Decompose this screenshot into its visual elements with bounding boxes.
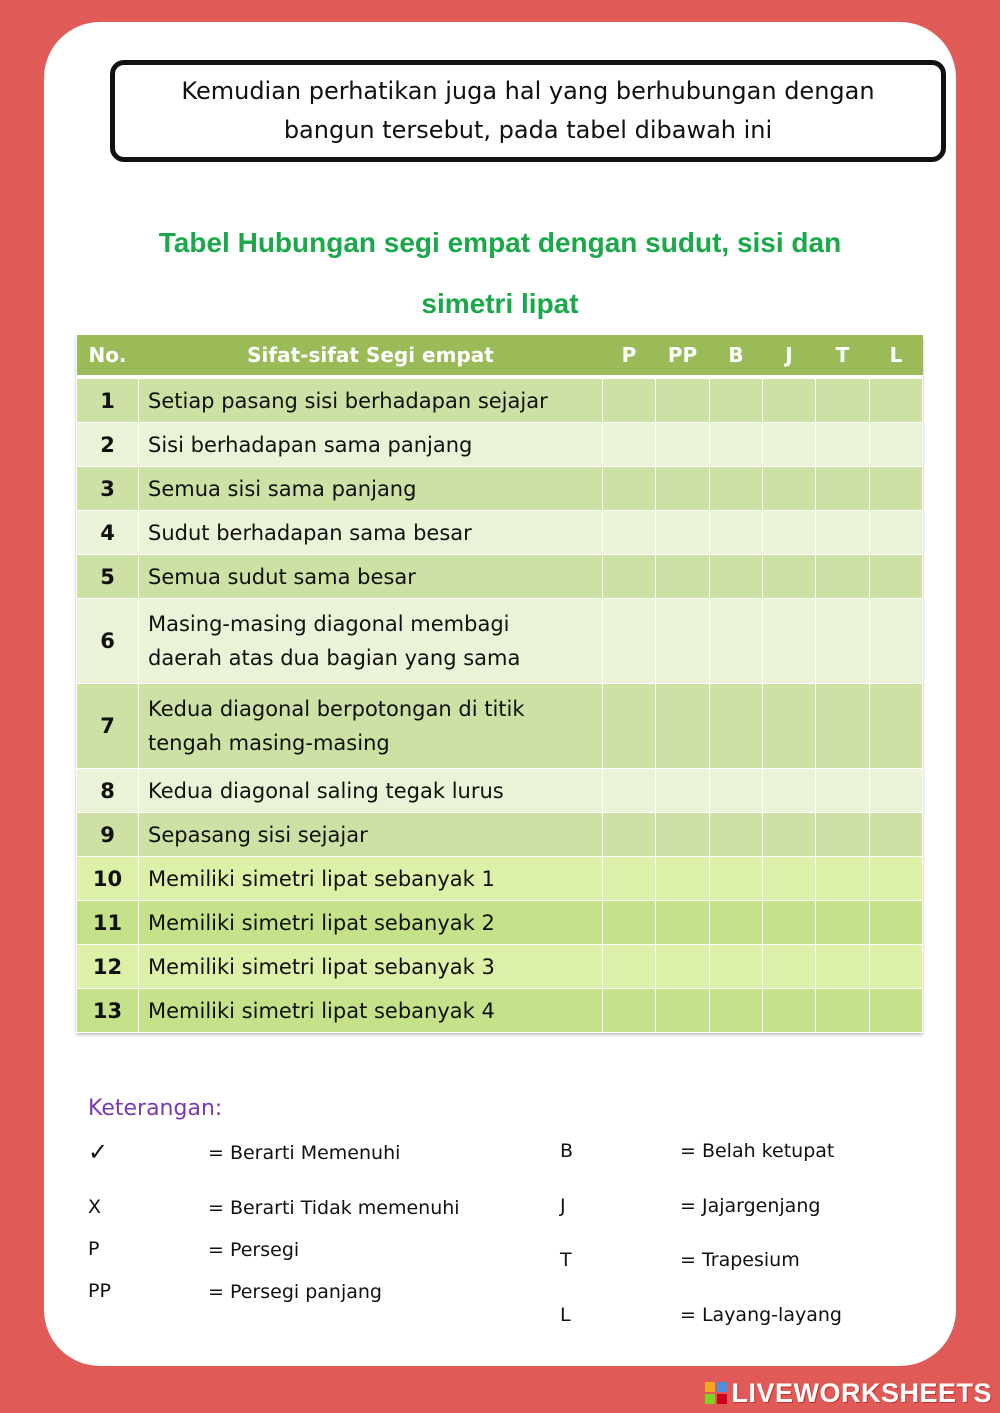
row-number: 1	[77, 377, 139, 423]
legend-desc-pp: = Persegi panjang	[208, 1281, 382, 1303]
row-property: Memiliki simetri lipat sebanyak 3	[139, 945, 603, 989]
answer-cell-j[interactable]	[763, 769, 816, 813]
row-number: 10	[77, 857, 139, 901]
row-number: 8	[77, 769, 139, 813]
answer-cell-j[interactable]	[763, 467, 816, 511]
table-row	[77, 599, 923, 684]
table-row	[77, 945, 923, 989]
legend-sym-x: X	[88, 1196, 102, 1218]
table-row	[77, 555, 923, 599]
answer-cell-b[interactable]	[710, 423, 763, 467]
answer-cell-pp[interactable]	[656, 467, 710, 511]
answer-cell-l[interactable]	[870, 813, 923, 857]
answer-cell-p[interactable]	[603, 989, 656, 1033]
table-title-line2: simetri lipat	[421, 288, 579, 319]
row-number: 3	[77, 467, 139, 511]
table-row	[77, 813, 923, 857]
answer-cell-pp[interactable]	[656, 599, 710, 684]
legend-sym-j: J	[560, 1195, 566, 1217]
row-property-line1: Masing-masing diagonal membagi	[148, 612, 510, 636]
table-title	[100, 212, 900, 334]
answer-cell-p[interactable]	[603, 555, 656, 599]
answer-cell-l[interactable]	[870, 684, 923, 769]
legend-desc-b: = Belah ketupat	[680, 1140, 835, 1162]
row-property-line2: tengah masing-masing	[148, 731, 390, 755]
answer-cell-p[interactable]	[603, 599, 656, 684]
legend-sym-b: B	[560, 1140, 574, 1162]
table-row	[77, 857, 923, 901]
answer-cell-j[interactable]	[763, 813, 816, 857]
answer-cell-j[interactable]	[763, 511, 816, 555]
logo-block	[705, 1382, 715, 1392]
answer-cell-j[interactable]	[763, 684, 816, 769]
answer-cell-t[interactable]	[816, 813, 870, 857]
legend-sym-pp: PP	[88, 1280, 111, 1302]
answer-cell-pp[interactable]	[656, 769, 710, 813]
answer-cell-t[interactable]	[816, 467, 870, 511]
answer-cell-p[interactable]	[603, 857, 656, 901]
row-property: Setiap pasang sisi berhadapan sejajar	[139, 377, 603, 423]
instruction-box	[110, 60, 946, 162]
legend-title: Keterangan:	[88, 1096, 223, 1121]
answer-cell-l[interactable]	[870, 945, 923, 989]
table-title-line1: Tabel Hubungan segi empat dengan sudut, sisi dan	[158, 227, 842, 258]
table-header-row	[77, 335, 923, 377]
row-number: 2	[77, 423, 139, 467]
logo-text: LIVEWORKSHEETS	[731, 1377, 992, 1408]
table-row	[77, 467, 923, 511]
answer-cell-pp[interactable]	[656, 989, 710, 1033]
answer-cell-pp[interactable]	[656, 901, 710, 945]
row-property: Semua sudut sama besar	[139, 555, 603, 599]
answer-cell-t[interactable]	[816, 769, 870, 813]
answer-cell-j[interactable]	[763, 901, 816, 945]
table-row	[77, 423, 923, 467]
answer-cell-t[interactable]	[816, 989, 870, 1033]
header-j: J	[763, 335, 816, 377]
row-property: Memiliki simetri lipat sebanyak 1	[139, 857, 603, 901]
row-property: Sisi berhadapan sama panjang	[139, 423, 603, 467]
answer-cell-t[interactable]	[816, 945, 870, 989]
answer-cell-p[interactable]	[603, 467, 656, 511]
answer-cell-t[interactable]	[816, 555, 870, 599]
header-b: B	[710, 335, 763, 377]
answer-cell-pp[interactable]	[656, 377, 710, 423]
row-property: Memiliki simetri lipat sebanyak 4	[139, 989, 603, 1033]
answer-cell-t[interactable]	[816, 857, 870, 901]
row-number: 13	[77, 989, 139, 1033]
answer-cell-l[interactable]	[870, 467, 923, 511]
header-pp: PP	[656, 335, 710, 377]
answer-cell-p[interactable]	[603, 769, 656, 813]
answer-cell-b[interactable]	[710, 377, 763, 423]
answer-cell-pp[interactable]	[656, 945, 710, 989]
answer-cell-t[interactable]	[816, 684, 870, 769]
instruction-text: Kemudian perhatikan juga hal yang berhubungan dengan bangun tersebut, pada tabel dibawah ini	[181, 77, 875, 144]
answer-cell-b[interactable]	[710, 467, 763, 511]
row-number: 4	[77, 511, 139, 555]
row-number: 9	[77, 813, 139, 857]
answer-cell-p[interactable]	[603, 945, 656, 989]
answer-cell-l[interactable]	[870, 769, 923, 813]
answer-cell-p[interactable]	[603, 423, 656, 467]
legend-desc-x: = Berarti Tidak memenuhi	[208, 1197, 460, 1219]
legend-sym-t: T	[560, 1249, 572, 1271]
answer-cell-b[interactable]	[710, 511, 763, 555]
table-row	[77, 901, 923, 945]
answer-cell-j[interactable]	[763, 945, 816, 989]
header-t: T	[816, 335, 870, 377]
row-property	[139, 599, 603, 684]
header-properties: Sifat-sifat Segi empat	[139, 335, 603, 377]
answer-cell-t[interactable]	[816, 901, 870, 945]
answer-cell-p[interactable]	[603, 813, 656, 857]
legend-desc-check: = Berarti Memenuhi	[208, 1142, 401, 1164]
answer-cell-b[interactable]	[710, 769, 763, 813]
legend-desc-j: = Jajargenjang	[680, 1195, 821, 1217]
answer-cell-p[interactable]	[603, 684, 656, 769]
row-number: 7	[77, 684, 139, 769]
header-p: P	[603, 335, 656, 377]
answer-cell-p[interactable]	[603, 901, 656, 945]
answer-cell-j[interactable]	[763, 377, 816, 423]
row-property-line1: Kedua diagonal berpotongan di titik	[148, 697, 525, 721]
answer-cell-j[interactable]	[763, 857, 816, 901]
answer-cell-b[interactable]	[710, 813, 763, 857]
answer-cell-pp[interactable]	[656, 555, 710, 599]
row-property: Memiliki simetri lipat sebanyak 2	[139, 901, 603, 945]
logo-blocks-icon	[705, 1382, 727, 1404]
table-row	[77, 377, 923, 423]
answer-cell-j[interactable]	[763, 555, 816, 599]
answer-cell-j[interactable]	[763, 423, 816, 467]
answer-cell-l[interactable]	[870, 377, 923, 423]
row-number: 11	[77, 901, 139, 945]
answer-cell-b[interactable]	[710, 857, 763, 901]
answer-cell-b[interactable]	[710, 684, 763, 769]
logo-block	[717, 1382, 727, 1392]
header-l: L	[870, 335, 923, 377]
answer-cell-pp[interactable]	[656, 857, 710, 901]
answer-cell-b[interactable]	[710, 945, 763, 989]
row-property: Sudut berhadapan sama besar	[139, 511, 603, 555]
row-number: 6	[77, 599, 139, 684]
answer-cell-j[interactable]	[763, 989, 816, 1033]
table-row	[77, 989, 923, 1033]
answer-cell-l[interactable]	[870, 901, 923, 945]
answer-cell-t[interactable]	[816, 599, 870, 684]
answer-cell-b[interactable]	[710, 599, 763, 684]
answer-cell-pp[interactable]	[656, 423, 710, 467]
row-property: Semua sisi sama panjang	[139, 467, 603, 511]
answer-cell-pp[interactable]	[656, 511, 710, 555]
row-property: Sepasang sisi sejajar	[139, 813, 603, 857]
answer-cell-b[interactable]	[710, 555, 763, 599]
answer-cell-l[interactable]	[870, 423, 923, 467]
answer-cell-t[interactable]	[816, 423, 870, 467]
logo-block	[717, 1394, 727, 1404]
answer-cell-l[interactable]	[870, 555, 923, 599]
answer-cell-t[interactable]	[816, 511, 870, 555]
row-property-line2: daerah atas dua bagian yang sama	[148, 646, 521, 670]
answer-cell-b[interactable]	[710, 901, 763, 945]
header-no: No.	[77, 335, 139, 377]
legend-desc-p: = Persegi	[208, 1239, 300, 1261]
legend-sym-p: P	[88, 1238, 100, 1260]
liveworksheets-logo[interactable]	[705, 1377, 992, 1409]
answer-cell-b[interactable]	[710, 989, 763, 1033]
legend-desc-l: = Layang-layang	[680, 1304, 842, 1326]
legend-desc-t: = Trapesium	[680, 1249, 800, 1271]
answer-cell-j[interactable]	[763, 599, 816, 684]
answer-cell-pp[interactable]	[656, 813, 710, 857]
row-property: Kedua diagonal saling tegak lurus	[139, 769, 603, 813]
answer-cell-p[interactable]	[603, 511, 656, 555]
answer-cell-pp[interactable]	[656, 684, 710, 769]
answer-cell-p[interactable]	[603, 377, 656, 423]
answer-cell-l[interactable]	[870, 599, 923, 684]
legend-sym-l: L	[560, 1304, 571, 1326]
logo-block	[705, 1394, 715, 1404]
table-row	[77, 511, 923, 555]
answer-cell-l[interactable]	[870, 989, 923, 1033]
table-row	[77, 684, 923, 769]
answer-cell-l[interactable]	[870, 511, 923, 555]
legend-sym-check: ✓	[88, 1138, 109, 1166]
table-row	[77, 769, 923, 813]
row-number: 12	[77, 945, 139, 989]
row-property	[139, 684, 603, 769]
answer-cell-l[interactable]	[870, 857, 923, 901]
row-number: 5	[77, 555, 139, 599]
properties-table	[76, 335, 923, 1033]
answer-cell-t[interactable]	[816, 377, 870, 423]
